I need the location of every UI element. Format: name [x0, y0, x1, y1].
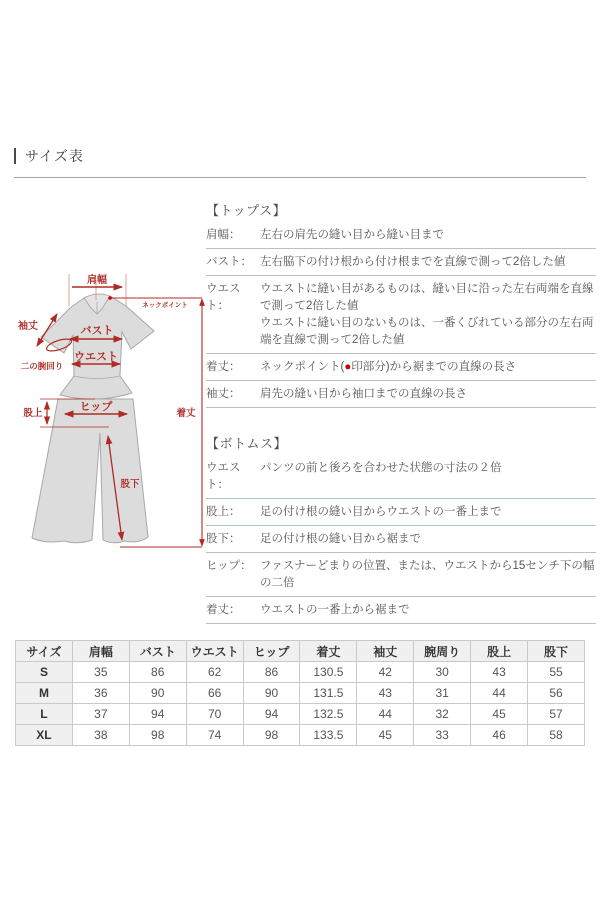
size-table-value-cell: 45 — [357, 725, 414, 746]
def-term: ウエスト： — [206, 462, 241, 491]
def-desc — [260, 359, 596, 376]
size-table-value-cell: 36 — [72, 683, 129, 704]
def-term: 股上： — [206, 506, 241, 518]
size-table-value-cell: 94 — [129, 704, 186, 725]
rise-label: 股上 — [23, 408, 43, 419]
size-table-header-cell: 腕周り — [414, 641, 471, 662]
def-desc: 左右の肩先の縫い目から縫い目まで — [260, 229, 444, 241]
def-row-tops-body-length — [206, 354, 596, 381]
def-desc-part: ネックポイント( — [260, 361, 345, 373]
size-table-header-cell: バスト — [129, 641, 186, 662]
upper-arm-label: 二の腕回り — [20, 361, 64, 371]
size-table-head-row — [16, 641, 585, 662]
size-table-value-cell: 131.5 — [300, 683, 357, 704]
size-table-value-cell: 38 — [72, 725, 129, 746]
def-term: 肩幅： — [206, 229, 241, 241]
def-row-bottoms-waist — [206, 455, 596, 499]
title-bar-decoration — [14, 148, 16, 164]
size-table-value-cell: 56 — [528, 683, 585, 704]
inseam-label: 股下 — [120, 479, 140, 490]
size-table-value-cell: 30 — [414, 662, 471, 683]
neck-point-dot — [108, 296, 112, 300]
size-table-row — [16, 725, 585, 746]
size-table-header-cell: 股上 — [471, 641, 528, 662]
page-title: サイズ表 — [25, 148, 84, 164]
waist-label: ウエスト — [74, 351, 118, 363]
size-table-value-cell: 90 — [129, 683, 186, 704]
size-table-row — [16, 683, 585, 704]
size-table-value-cell: 58 — [528, 725, 585, 746]
size-table-value-cell: 42 — [357, 662, 414, 683]
size-table-size-cell: M — [16, 683, 73, 704]
size-table-value-cell: 130.5 — [300, 662, 357, 683]
size-table-value-cell: 90 — [243, 683, 300, 704]
size-table-value-cell: 44 — [357, 704, 414, 725]
def-term: 着丈： — [206, 361, 241, 373]
hip-label: ヒップ — [79, 401, 113, 413]
def-desc: ファスナーどまりの位置、または、ウエストから15センチ下の幅の二倍 — [260, 560, 595, 589]
def-row-bottoms-length — [206, 597, 596, 624]
size-table-value-cell: 86 — [243, 662, 300, 683]
size-table-value-cell: 33 — [414, 725, 471, 746]
size-table-value-cell: 70 — [186, 704, 243, 725]
def-desc — [260, 281, 596, 349]
size-table-value-cell: 133.5 — [300, 725, 357, 746]
size-table-value-cell: 94 — [243, 704, 300, 725]
size-table-value-cell: 43 — [357, 683, 414, 704]
size-table-value-cell: 43 — [471, 662, 528, 683]
body-length-label: 着丈 — [176, 408, 196, 419]
def-row-tops-shoulder — [206, 222, 596, 249]
def-row-bottoms-inseam — [206, 526, 596, 553]
size-table-size-cell: XL — [16, 725, 73, 746]
section-header — [14, 146, 84, 166]
def-desc-part: 印部分)から裾までの直線の長さ — [351, 361, 517, 373]
size-table-size-cell: L — [16, 704, 73, 725]
def-desc-line: ウエストに縫い目があるものは、縫い目に沿った左右両端を直線で測って2倍した値 — [260, 283, 594, 312]
size-table-size-cell: S — [16, 662, 73, 683]
size-table-value-cell: 74 — [186, 725, 243, 746]
size-table-value-cell: 35 — [72, 662, 129, 683]
size-table-value-cell: 45 — [471, 704, 528, 725]
def-row-tops-bust — [206, 249, 596, 276]
measurement-diagram — [12, 250, 207, 570]
size-table-value-cell: 62 — [186, 662, 243, 683]
size-table-value-cell: 44 — [471, 683, 528, 704]
size-table-header-cell: 股下 — [528, 641, 585, 662]
shoulder-width-label: 肩幅 — [87, 275, 107, 286]
def-desc: パンツの前と後ろを合わせた状態の寸法の２倍 — [260, 462, 502, 474]
def-desc: 左右脇下の付け根から付け根までを直線で測って2倍した値 — [260, 256, 566, 268]
size-table-value-cell: 98 — [129, 725, 186, 746]
def-term: ヒップ： — [206, 560, 252, 572]
def-desc: ウエストの一番上から裾まで — [260, 604, 410, 616]
def-desc: 足の付け根の縫い目からウエストの一番上まで — [260, 506, 502, 518]
def-desc: 足の付け根の縫い目から裾まで — [260, 533, 421, 545]
size-table-header-cell: 着丈 — [300, 641, 357, 662]
size-table-head — [16, 641, 585, 662]
def-desc: 肩先の縫い目から袖口までの直線の長さ — [260, 388, 467, 400]
size-table-value-cell: 55 — [528, 662, 585, 683]
header-divider — [14, 177, 586, 178]
def-term: バスト： — [206, 256, 252, 268]
size-table-value-cell: 132.5 — [300, 704, 357, 725]
bust-label: バスト — [80, 325, 114, 337]
def-term: 袖丈： — [206, 388, 241, 400]
size-table-row — [16, 662, 585, 683]
size-table-header-cell: ヒップ — [243, 641, 300, 662]
size-table-value-cell: 31 — [414, 683, 471, 704]
size-table-header-cell: 肩幅 — [72, 641, 129, 662]
def-desc-line: ウエストに縫い目のないものは、一番くびれている部分の左右両端を直線で測って2倍した値 — [260, 317, 594, 346]
def-row-bottoms-hip — [206, 553, 596, 597]
sleeve-length-label: 袖丈 — [18, 321, 38, 332]
size-table-body — [16, 662, 585, 746]
def-row-bottoms-rise — [206, 499, 596, 526]
def-row-tops-waist — [206, 276, 596, 354]
pants-illustration — [32, 399, 148, 543]
size-table-header-cell: サイズ — [16, 641, 73, 662]
def-term: 股下： — [206, 533, 241, 545]
neck-point-dot-glyph: ● — [344, 361, 352, 373]
def-term: ウエスト： — [206, 283, 241, 312]
neck-point-label: ネックポイント — [142, 302, 188, 309]
size-table-value-cell: 57 — [528, 704, 585, 725]
size-table-value-cell: 37 — [72, 704, 129, 725]
tops-heading: 【トップス】 — [206, 203, 287, 218]
bottoms-heading: 【ボトムス】 — [206, 436, 288, 451]
size-table-header-cell: 袖丈 — [357, 641, 414, 662]
size-table-value-cell: 98 — [243, 725, 300, 746]
size-table — [15, 640, 585, 746]
measurement-definitions — [206, 200, 596, 624]
def-row-tops-sleeve — [206, 381, 596, 408]
size-table-header-cell: ウエスト — [186, 641, 243, 662]
size-table-value-cell: 86 — [129, 662, 186, 683]
size-table-row — [16, 704, 585, 725]
size-table-value-cell: 66 — [186, 683, 243, 704]
size-table-value-cell: 32 — [414, 704, 471, 725]
def-term: 着丈： — [206, 604, 241, 616]
size-table-value-cell: 46 — [471, 725, 528, 746]
